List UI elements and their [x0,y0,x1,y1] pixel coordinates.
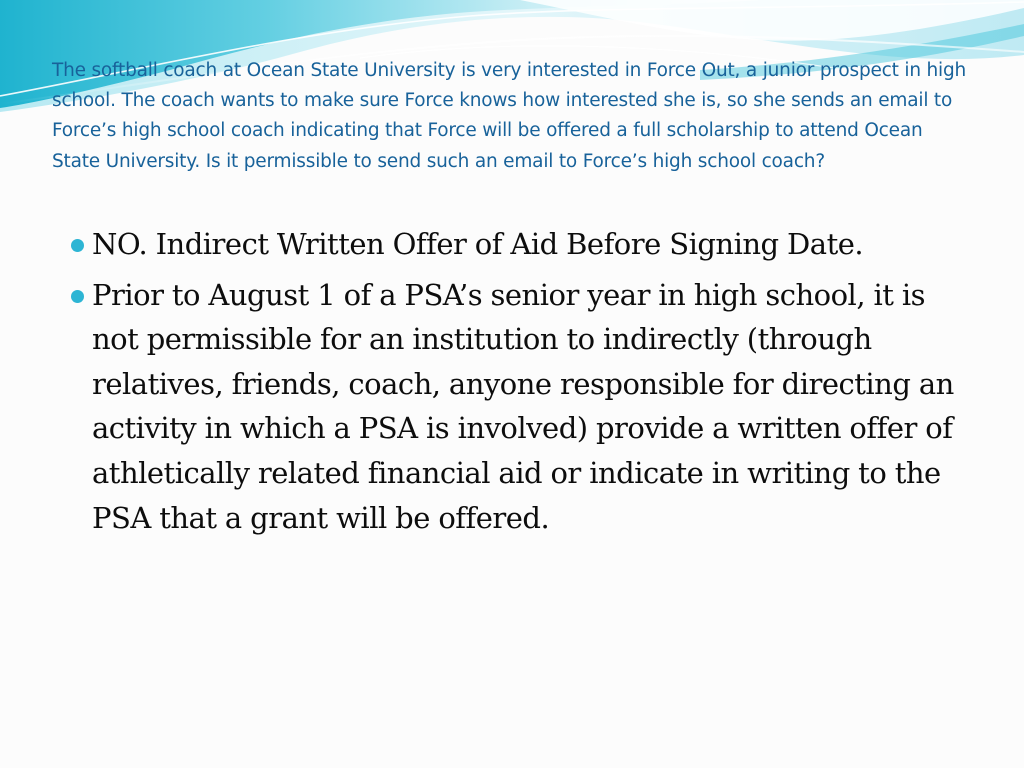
slide-title: The softball coach at Ocean State University is very interested in Force Out, a junior prospect in high school. The coach wants to make sure Force knows how interested she is, so she sends an email to Force’s high school coach indicating that Force will be offered a full scholarship to attend Ocean State University. Is it permissible to send such an email to Force’s high school coach? [52,60,967,172]
bullet-dot-icon [71,290,84,303]
bullet-item [60,273,975,541]
bullet-text: Prior to August 1 of a PSA’s senior year in high school, it is not permissible for an institution to indirectly (through relatives, friends, coach, anyone responsible for directing an activity in which a PSA is involved) provide a written offer of athletically related financial aid or indicate in writing to the PSA that a grant will be offered. [92,277,954,535]
bullet-dot-icon [71,239,84,252]
bullet-text: NO. Indirect Written Offer of Aid Before Signing Date. [92,227,864,261]
bullet-list [60,222,975,546]
bullet-item [60,222,975,267]
